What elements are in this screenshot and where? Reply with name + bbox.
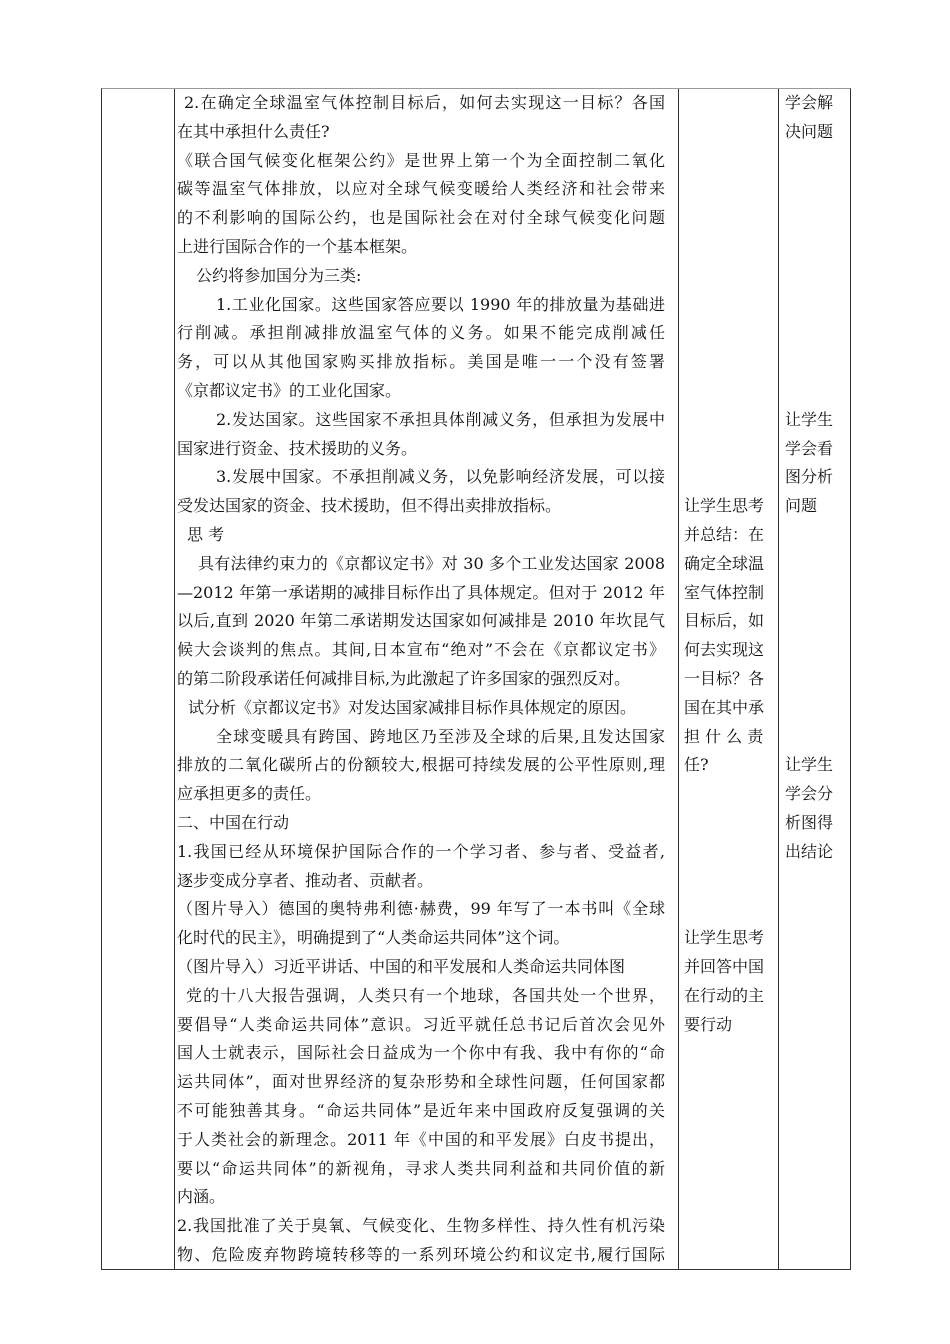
- content-line: 二、中国在行动: [177, 813, 290, 832]
- content-line: 内涵。: [177, 1187, 226, 1207]
- design-intent-line: 析图得: [785, 813, 834, 832]
- content-line: 在其中承担什么责任?: [177, 121, 330, 141]
- content-line: 1.我国已经从环境保护国际合作的一个学习者、参与者、受益者,: [177, 841, 665, 861]
- content-line: 于人类社会的新理念。2011 年《中国的和平发展》白皮书提出，: [177, 1129, 665, 1149]
- student-activity-line: 要行动: [684, 1014, 733, 1034]
- content-line: 上进行国际合作的一个基本框架。: [177, 237, 418, 256]
- content-line: 全球变暖具有跨国、跨地区乃至涉及全球的后果,且发达国家: [216, 726, 665, 746]
- content-line: 公约将参加国分为三类:: [196, 265, 362, 285]
- design-intent-line: 出结论: [785, 841, 834, 861]
- student-activity-line: 在行动的主: [684, 985, 765, 1005]
- content-line: 思 考: [187, 525, 225, 544]
- content-line: 的不利影响的国际公约，也是国际社会在对付全球气候变化问题: [177, 208, 665, 228]
- content-line: 具有法律约束力的《京都议定书》对 30 多个工业发达国家 2008: [198, 553, 665, 573]
- student-activity-line: 确定全球温: [684, 553, 765, 573]
- content-line: 运共同体”，面对世界经济的复杂形势和全球性问题，任何国家都: [177, 1072, 665, 1092]
- content-line: 受发达国家的资金、技术援助，但不得出卖排放指标。: [177, 496, 562, 516]
- content-line: 的第二阶段承诺任何减排目标,为此激起了许多国家的强烈反对。: [177, 669, 631, 688]
- content-line: 排放的二氧化碳所占的份额较大,根据可持续发展的公平性原则,理: [177, 755, 665, 775]
- student-activity-line: 任?: [684, 755, 709, 775]
- student-activity-line: 并总结：在: [684, 525, 765, 544]
- content-line: 碳等温室气体排放，以应对全球气候变暖给人类经济和社会带来: [177, 179, 665, 199]
- content-line: （图片导入）习近平讲话、中国的和平发展和人类命运共同体图: [177, 957, 626, 976]
- student-activity-line: 担 什 么 责: [684, 726, 764, 746]
- content-line: 1.工业化国家。这些国家答应要以 1990 年的排放量为基础进: [216, 294, 665, 314]
- content-line: 2.发达国家。这些国家不承担具体削减义务，但承担为发展中: [216, 409, 665, 429]
- content-line: 2.在确定全球温室气体控制目标后，如何去实现这一目标？各国: [184, 93, 665, 112]
- design-intent-line: 学会分: [785, 784, 834, 804]
- content-line: 务，可以从其他国家购买排放指标。美国是唯一一个没有签署: [177, 352, 665, 372]
- content-line: 《京都议定书》的工业化国家。: [177, 381, 402, 400]
- design-intent-column: [785, 89, 849, 1269]
- content-line: 党的十八大报告强调，人类只有一个地球，各国共处一个世界，: [186, 985, 665, 1005]
- content-line: 2.我国批准了关于臭氧、气候变化、生物多样性、持久性有机污染: [177, 1216, 665, 1236]
- content-line: 以后,直到 2020 年第二承诺期发达国家如何减排是 2010 年坎昆气: [177, 611, 665, 631]
- student-activity-line: 一目标？各: [684, 669, 765, 688]
- teaching-content-column: [177, 89, 665, 1269]
- student-activity-line: 室气体控制: [684, 582, 765, 602]
- content-line: 候大会谈判的焦点。其间,日本宣布“绝对”不会在《京都议定书》: [177, 640, 665, 660]
- student-activity-line: 目标后，如: [684, 611, 765, 631]
- content-line: 国家进行资金、技术援助的义务。: [177, 438, 418, 458]
- content-line: 物、危险废弃物跨境转移等的一系列环境公约和议定书,履行国际: [177, 1245, 665, 1264]
- design-intent-line: 决问题: [785, 121, 834, 141]
- column-divider: [678, 89, 679, 1269]
- column-divider: [174, 89, 175, 1269]
- content-line: 应承担更多的责任。: [177, 784, 322, 804]
- student-activity-line: 国在其中承: [684, 697, 765, 717]
- student-activity-line: 何去实现这: [684, 640, 765, 660]
- design-intent-line: 让学生: [785, 409, 834, 429]
- content-line: 《联合国气候变化框架公约》是世界上第一个为全面控制二氧化: [177, 150, 665, 170]
- content-line: 要以“命运共同体”的新视角，寻求人类共同利益和共同价值的新: [177, 1158, 665, 1178]
- content-line: 不可能独善其身。“命运共同体”是近年来中国政府反复强调的关: [177, 1101, 665, 1120]
- content-line: 国人士就表示，国际社会日益成为一个你中有我、我中有你的“命: [177, 1043, 665, 1063]
- student-activity-line: 让学生思考: [684, 928, 765, 948]
- design-intent-line: 学会看: [785, 438, 834, 458]
- design-intent-line: 图分析: [785, 467, 834, 487]
- design-intent-line: 让学生: [785, 755, 834, 775]
- content-line: 要倡导“人类命运共同体”意识。习近平就任总书记后首次会见外: [177, 1014, 665, 1034]
- content-line: 行削减。承担削减排放温室气体的义务。如果不能完成削减任: [177, 323, 665, 343]
- content-line: （图片导入）德国的奥特弗利德·赫费，99 年写了一本书叫《全球: [177, 899, 665, 919]
- student-activity-line: 让学生思考: [684, 496, 765, 516]
- design-intent-line: 问题: [785, 496, 818, 516]
- content-line: 逐步变成分享者、推动者、贡献者。: [177, 870, 434, 890]
- design-intent-line: 学会解: [785, 93, 834, 112]
- content-line: —2012 年第一承诺期的减排目标作出了具体规定。但对于 2012 年: [177, 582, 665, 602]
- content-line: 化时代的民主》，明确提到了“人类命运共同体”这个词。: [177, 928, 570, 948]
- content-line: 3.发展中国家。不承担削减义务，以免影响经济发展，可以接: [216, 467, 665, 487]
- content-line: 试分析《京都议定书》对发达国家减排目标作具体规定的原因。: [188, 697, 637, 717]
- student-activity-column: [684, 89, 776, 1269]
- lesson-plan-table: [101, 88, 851, 1270]
- column-divider: [778, 89, 779, 1269]
- student-activity-line: 并回答中国: [684, 957, 765, 976]
